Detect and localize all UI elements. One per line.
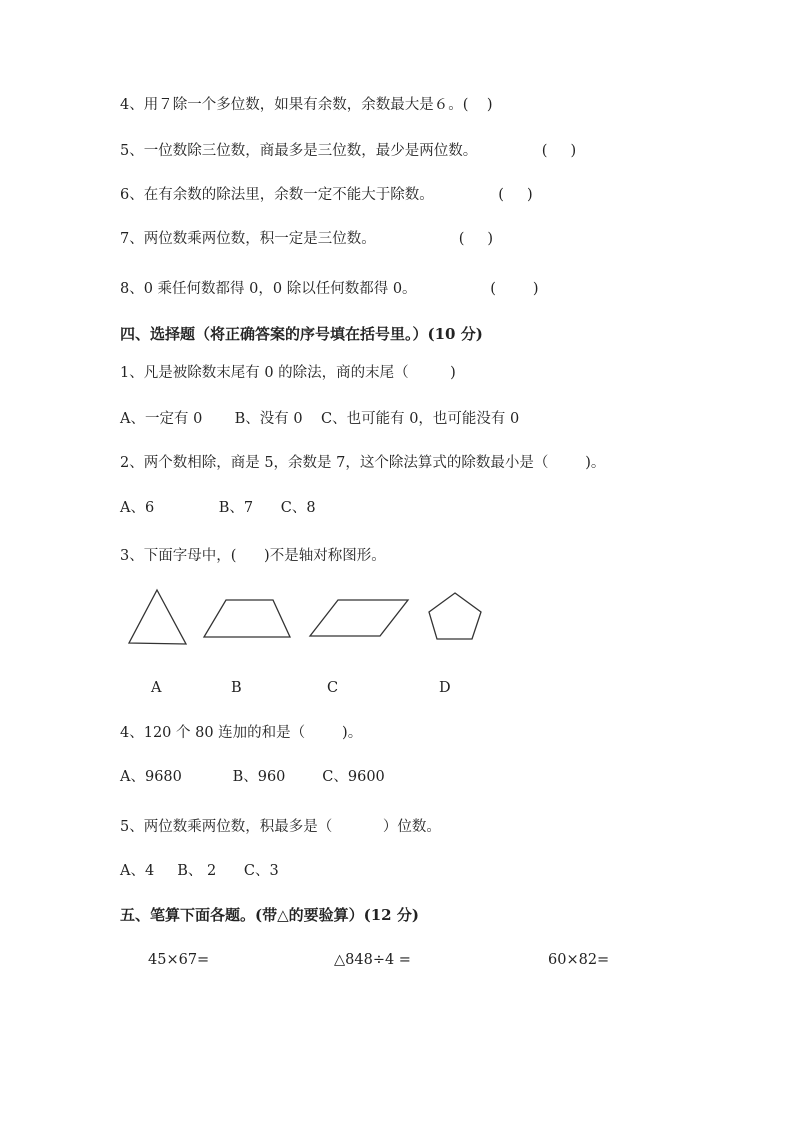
shape-label-c: C (327, 680, 339, 696)
choice-q1-options: A、一定有 0 B、没有 0 C、也可能有 0，也可能没有 0 (120, 411, 520, 427)
pentagon-shape (429, 593, 481, 639)
choice-q2-options: A、6 B、7 C、8 (120, 500, 316, 516)
tf-item-5: 5、一位数除三位数，商最多是三位数，最少是两位数。 ( ) (120, 143, 577, 159)
trapezoid-shape (204, 600, 290, 637)
tf-item-7: 7、两位数乘两位数，积一定是三位数。 ( ) (120, 231, 494, 247)
shape-label-a: A (151, 680, 162, 696)
choice-q4: 4、120 个 80 连加的和是（ )。 (120, 725, 363, 741)
section4-heading: 四、选择题（将正确答案的序号填在括号里。）(10 分) (120, 325, 483, 343)
calc-problem-2: △848÷4 = (334, 952, 411, 968)
choice-q4-options: A、9680 B、960 C、9600 (120, 769, 385, 785)
choice-q1: 1、凡是被除数末尾有 0 的除法，商的末尾（ ) (120, 365, 456, 381)
tf-item-4: 4、用７除一个多位数，如果有余数，余数最大是６。( ) (120, 97, 493, 113)
tf-item-8: 8、0 乘任何数都得 0，0 除以任何数都得 0。 ( ) (120, 281, 539, 297)
section5-heading: 五、笔算下面各题。(带△的要验算）(12 分) (120, 906, 419, 924)
shape-label-b: B (231, 680, 242, 696)
triangle-shape (129, 590, 186, 644)
choice-q3: 3、下面字母中，( )不是轴对称图形。 (120, 548, 386, 564)
choice-q5: 5、两位数乘两位数，积最多是（ ）位数。 (120, 819, 441, 835)
shape-label-d: D (439, 680, 451, 696)
choice-q5-options: A、4 B、 2 C、3 (120, 863, 279, 879)
tf-item-6: 6、在有余数的除法里，余数一定不能大于除数。 ( ) (120, 187, 533, 203)
choice-q2: 2、两个数相除，商是 5，余数是 7，这个除法算式的除数最小是（ )。 (120, 455, 606, 471)
calc-problem-3: 60×82= (548, 952, 610, 968)
calc-problem-1: 45×67= (148, 952, 210, 968)
parallelogram-shape (310, 600, 408, 636)
